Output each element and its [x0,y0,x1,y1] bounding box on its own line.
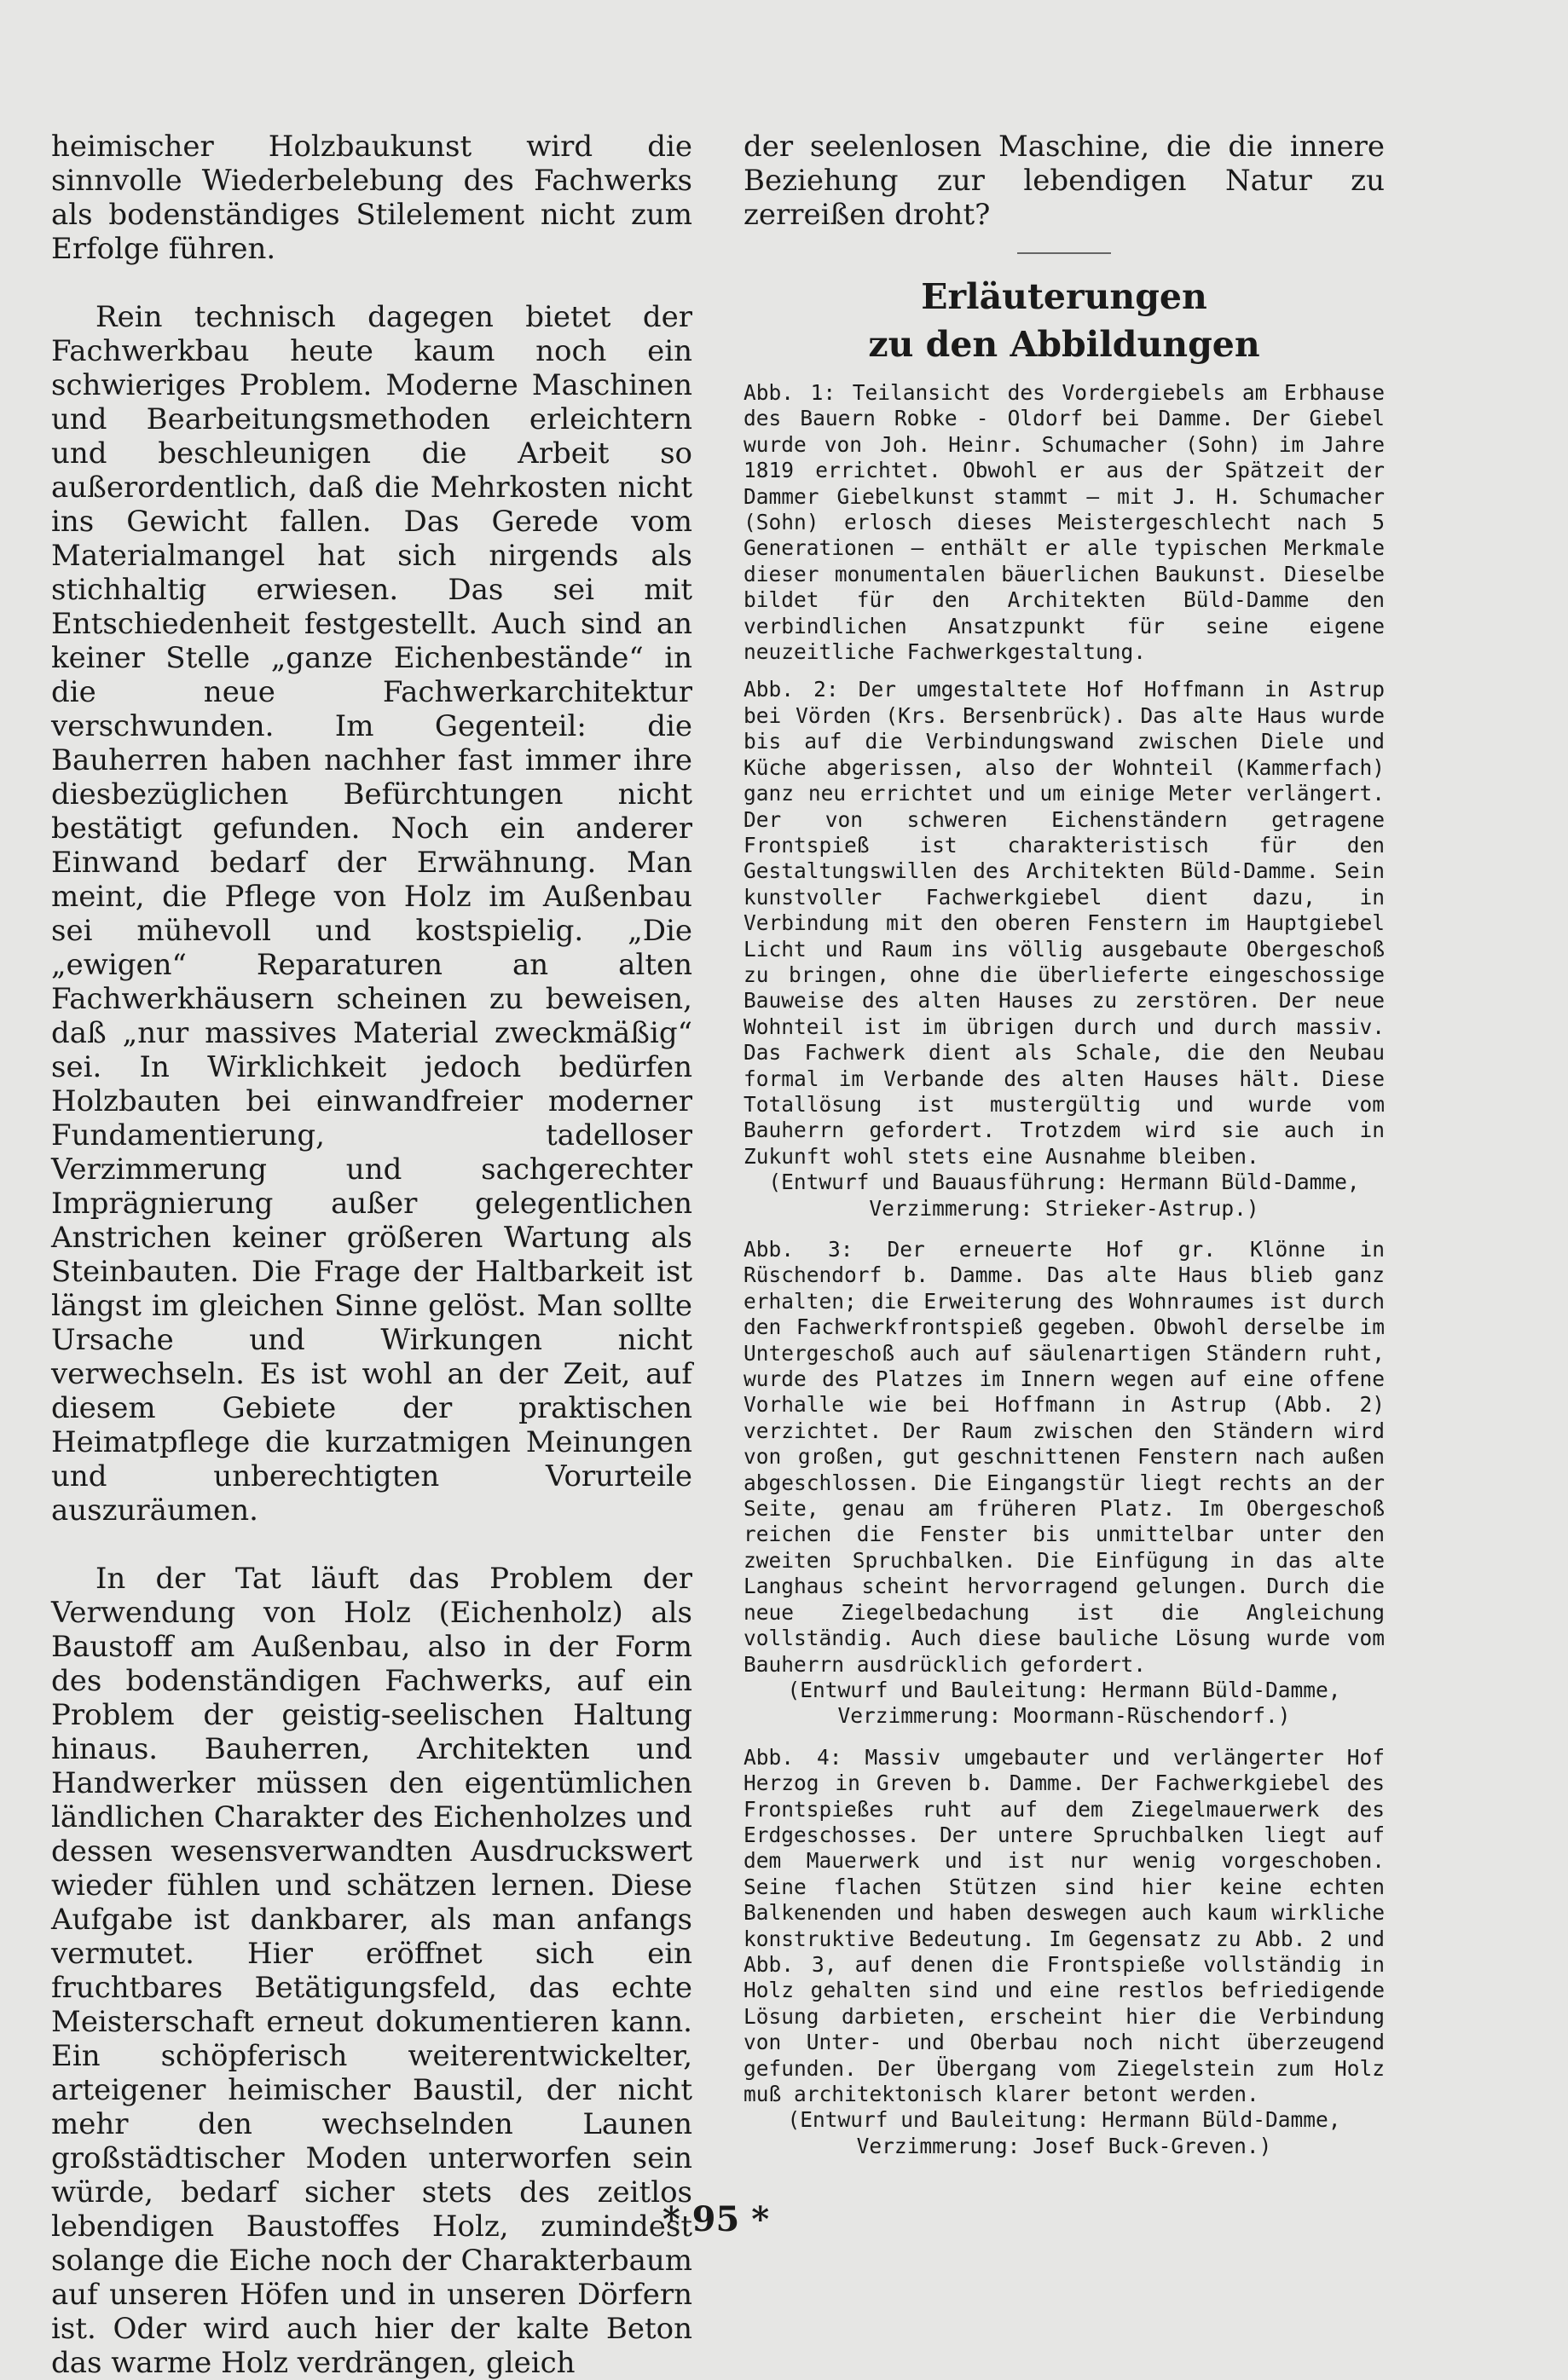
heading-line-2: zu den Abbildungen [868,324,1260,365]
credit-line: (Entwurf und Bauausführung: Hermann Büld-Damme, [768,1170,1360,1195]
credit-line: Verzimmerung: Moormann-Rüschendorf.) [837,1703,1291,1729]
credit-line: Verzimmerung: Strieker-Astrup.) [869,1195,1259,1221]
credit-abb-2 [743,1170,1385,1222]
caption-abb-2: Abb. 2: Der umgestaltete Hof Hoffmann in Astrup bei Vörden (Krs. Bersenbrück). Das alte Haus wurde bis auf die Verbindungswand zwischen Diele und Küche abgerissen, also der Wohnteil (Kammerfach) ganz neu errichtet und um einige Meter verlängert. Der von schweren Eichenständern getragene Frontspieß ist charakteristisch für den Gestaltungswillen des Architekten Büld-Damme. Sein kunstvoller Fachwerkgiebel dient dazu, in Verbindung mit den oberen Fenstern im Hauptgiebel Licht und Raum ins völlig ausgebaute Obergeschoß zu bringen, ohne die überlieferte eingeschossige Bauweise des alten Hauses zu zerstören. Der neue Wohnteil ist im übrigen durch und durch massiv. Das Fachwerk dient als Schale, die den Neubau formal im Verbande des alten Hauses hält. Diese Totallösung ist mustergültig und wurde vom Bauherrn gefordert. Trotzdem wird sie auch in Zukunft wohl stets eine Ausnahme bleiben. [743,677,1385,1169]
credit-line: Verzimmerung: Josef Buck-Greven.) [856,2133,1272,2158]
section-heading [743,273,1385,368]
paragraph-continued: heimischer Holzbaukunst wird die sinnvolle Wiederbelebung des Fachwerks als bodenständiges Stilelement nicht zum Erfolge führen. [51,130,692,266]
left-column [51,130,692,2380]
credit-abb-4 [743,2107,1385,2159]
paragraph-gap [51,1528,692,1562]
credit-line: (Entwurf und Bauleitung: Hermann Büld-Damme, [787,2107,1341,2133]
right-column [743,130,1385,2175]
caption-abb-1: Abb. 1: Teilansicht des Vordergiebels am Erbhause des Bauern Robke - Oldorf bei Damme. Der Giebel wurde von Joh. Heinr. Schumacher (Sohn) im Jahre 1819 errichtet. Obwohl er aus der Spätzeit der Dammer Giebelkunst stammt — mit J. H. Schumacher (Sohn) erlosch dieses Meistergeschlecht nach 5 Generationen — enthält er alle typischen Merkmale dieser monumentalen bäuerlichen Baukunst. Dieselbe bildet für den Architekten Büld-Damme den verbindlichen Ansatzpunkt für seine eigene neuzeitliche Fachwerkgestaltung. [743,380,1385,665]
paragraph-problem: In der Tat läuft das Problem der Verwendung von Holz (Eichenholz) als Baustoff am Außenbau, also in der Form des bodenständigen Fachwerks, auf ein Problem der geistig-seelischen Haltung hinaus. Bauherren, Architekten und Handwerker müssen den eigentümlichen ländlichen Charakter des Eichenholzes und dessen wesensverwandten Ausdruckswert wieder fühlen und schätzen lernen. Diese Aufgabe ist dankbarer, als man anfangs vermutet. Hier eröffnet sich ein fruchtbares Betätigungsfeld, das echte Meisterschaft erneut dokumentieren kann. Ein schöpferisch weiterentwickelter, arteigener heimischer Baustil, der nicht mehr den wechselnden Launen großstädtischer Moden unterworfen sein würde, bedarf sicher stets des zeitlos lebendigen Baustoffes Holz, zumindest solange die Eiche noch der Charakterbaum auf unseren Höfen und in unseren Dörfern ist. Oder wird auch hier der kalte Beton das warme Holz verdrängen, gleich [51,1562,692,2380]
caption-abb-3: Abb. 3: Der erneuerte Hof gr. Klönne in Rüschendorf b. Damme. Das alte Haus blieb ganz erhalten; die Erweiterung des Wohnraumes ist durch den Fachwerkfrontspieß gegeben. Obwohl derselbe im Untergeschoß auch auf säulenartigen Ständern ruht, wurde des Platzes im Innern wegen auf eine offene Vorhalle wie bei Hoffmann in Astrup (Abb. 2) verzichtet. Der Raum zwischen den Ständern wird von großen, gut geschnittenen Fenstern nach außen abgeschlossen. Die Eingangstür liegt rechts an der Seite, genau am früheren Platz. Im Obergeschoß reichen die Fenster bis unmittelbar unter den zweiten Spruchbalken. Die Einfügung in das alte Langhaus scheint hervorragend gelungen. Durch die neue Ziegelbedachung ist die Angleichung vollständig. Auch diese bauliche Lösung wurde vom Bauherrn ausdrücklich gefordert. [743,1237,1385,1677]
paragraph-continuation: der seelenlosen Maschine, die die innere Beziehung zur lebendigen Natur zu zerreißen droht? [743,130,1385,232]
caption-abb-4: Abb. 4: Massiv umgebauter und verlängerter Hof Herzog in Greven b. Damme. Der Fachwerkgiebel des Frontspießes ruht auf dem Ziegelmauerwerk des Erdgeschosses. Der untere Spruchbalken liegt auf dem Mauerwerk und ist nur wenig vorgeschoben. Seine flachen Stützen sind hier keine echten Balkenenden und haben deswegen auch kaum wirkliche konstruktive Bedeutung. Im Gegensatz zu Abb. 2 und Abb. 3, auf denen die Frontspieße vollständig in Holz gehalten sind und eine restlos befriedigende Lösung darbieten, erscheint hier die Verbindung von Unter- und Oberbau noch nicht überzeugend gefunden. Der Übergang vom Ziegelstein zum Holz muß architektonisch klarer betont werden. [743,1744,1385,2106]
separator-rule [1017,252,1111,254]
credit-line: (Entwurf und Bauleitung: Hermann Büld-Damme, [787,1677,1341,1702]
paragraph-technical: Rein technisch dagegen bietet der Fachwerkbau heute kaum noch ein schwieriges Problem. Moderne Maschinen und Bearbeitungsmethoden erleichtern und beschleunigen die Arbeit so außerordentlich, daß die Mehrkosten nicht ins Gewicht fallen. Das Gerede vom Materialmangel hat sich nirgends als stichhaltig erwiesen. Das sei mit Entschiedenheit festgestellt. Auch sind an keiner Stelle „ganze Eichenbestände“ in die neue Fachwerkarchitektur verschwunden. Im Gegenteil: die Bauherren haben nachher fast immer ihre diesbezüglichen Befürchtungen nicht bestätigt gefunden. Noch ein anderer Einwand bedarf der Erwähnung. Man meint, die Pflege von Holz im Außenbau sei mühevoll und kostspielig. „Die „ewigen“ Reparaturen an alten Fachwerkhäusern scheinen zu beweisen, daß „nur massives Material zweckmäßig“ sei. In Wirklichkeit jedoch bedürfen Holzbauten bei einwandfreier moderner Fundamentierung, tadelloser Verzimmerung und sachgerechter Imprägnierung außer gelegentlichen Anstrichen keiner größeren Wartung als Steinbauten. Die Frage der Haltbarkeit ist längst im gleichen Sinne gelöst. Man sollte Ursache und Wirkungen nicht verwechseln. Es ist wohl an der Zeit, auf diesem Gebiete der praktischen Heimatpflege die kurzatmigen Meinungen und unberechtigten Vorurteile auszuräumen. [51,300,692,1528]
credit-abb-3 [743,1678,1385,1730]
paragraph-gap [51,266,692,300]
heading-line-1: Erläuterungen [921,276,1207,317]
page-number: * 95 * [662,2199,770,2239]
